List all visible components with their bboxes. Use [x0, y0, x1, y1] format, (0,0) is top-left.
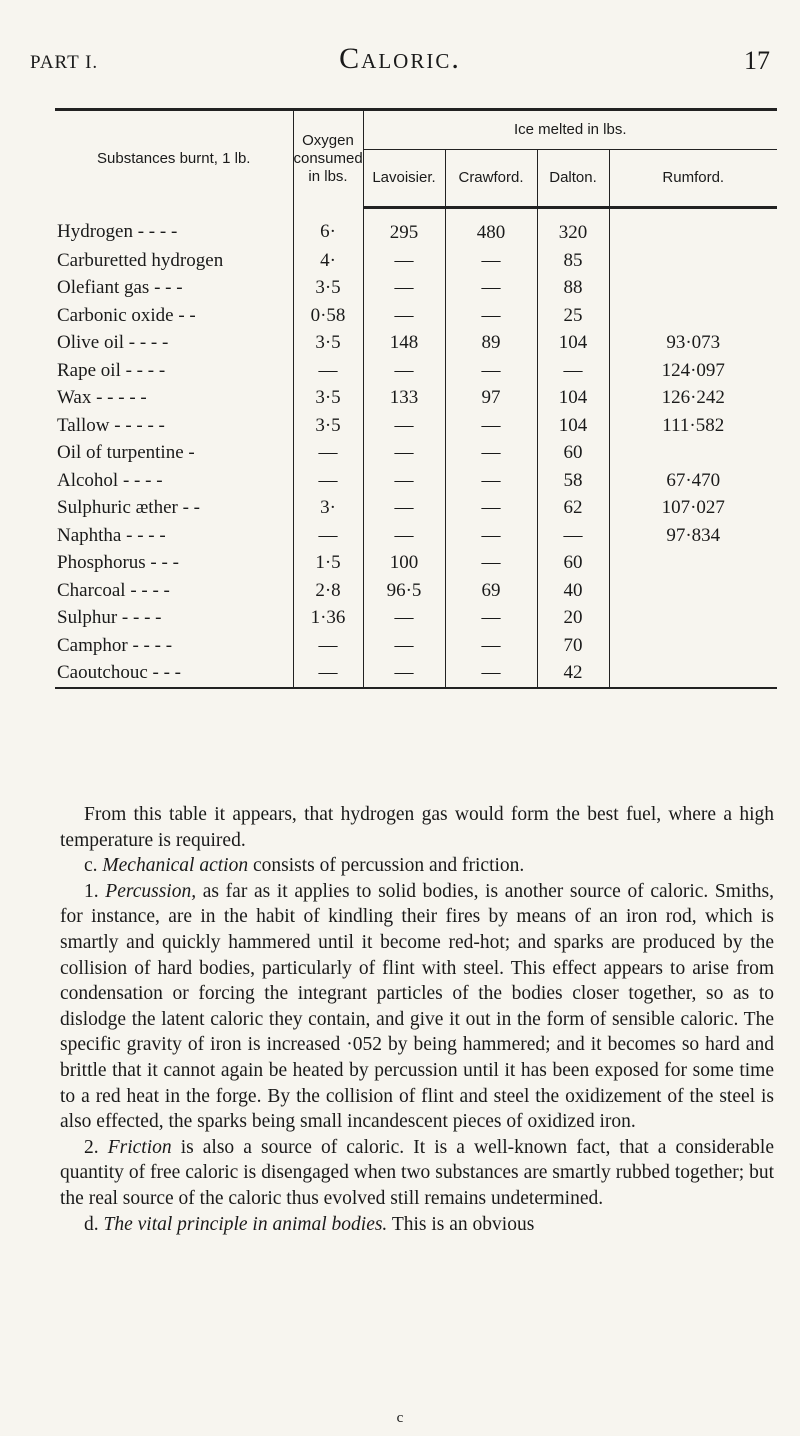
- header-ice-melted: Ice melted in lbs.: [363, 110, 777, 150]
- cell-name: Wax - - - - -: [55, 384, 293, 412]
- cell-crawford: —: [445, 302, 537, 330]
- cell-lavoisier: —: [363, 247, 445, 275]
- cell-oxygen: 6·: [293, 208, 363, 247]
- part-label: PART I.: [30, 52, 99, 73]
- cell-oxygen: —: [293, 467, 363, 495]
- cell-rumford: [609, 604, 777, 632]
- cell-name: Sulphuric æther - -: [55, 494, 293, 522]
- paragraph-vital-principle: d. The vital principle in animal bodies. This is an obvious: [84, 1213, 535, 1235]
- cell-name: Olive oil - - - -: [55, 329, 293, 357]
- caloric-table: [55, 108, 777, 689]
- cell-crawford: —: [445, 439, 537, 467]
- cell-rumford: [609, 632, 777, 660]
- cell-lavoisier: —: [363, 632, 445, 660]
- cell-crawford: —: [445, 247, 537, 275]
- cell-name: Olefiant gas - - -: [55, 274, 293, 302]
- table-row: [55, 494, 777, 522]
- cell-crawford: 480: [445, 208, 537, 247]
- cell-oxygen: 3·5: [293, 412, 363, 440]
- paragraph-percussion: 1. Percussion, as far as it applies to solid bodies, is another source of caloric. Smiths, for instance, are in the habit of kindling their fires by means of an iron rod, which is smartly and quickly hammered until it become red-hot; and sparks are produced by the collision of hard bodies, particularly of flint with steel. This effect appears to arise from condensation or forcing the integrant particles of the bodies closer together, so as to dislodge the latent caloric they contain, and give it out in the form of sensible caloric. The specific gravity of iron is increased ·052 by being hammered; and it becomes so hard and brittle that it cannot again be heated by percussion until it has been exposed for some time to a red heat in the forge. By the collision of flint and steel the oxidizement of the steel is also effected, the sparks being small incandescent pieces of oxidized iron.: [60, 880, 774, 1133]
- table-row: [55, 549, 777, 577]
- cell-name: Phosphorus - - -: [55, 549, 293, 577]
- table-body: [55, 208, 777, 688]
- cell-rumford: [609, 302, 777, 330]
- cell-dalton: 20: [537, 604, 609, 632]
- cell-rumford: 126·242: [661, 387, 725, 408]
- cell-lavoisier: —: [363, 302, 445, 330]
- cell-rumford: [609, 247, 777, 275]
- cell-dalton: —: [537, 357, 609, 385]
- cell-crawford: —: [445, 632, 537, 660]
- cell-lavoisier: —: [363, 604, 445, 632]
- cell-rumford: [609, 208, 777, 247]
- cell-lavoisier: 295: [363, 208, 445, 247]
- cell-dalton: 58: [537, 467, 609, 495]
- cell-dalton: 104: [537, 329, 609, 357]
- cell-name: Caoutchouc - - -: [55, 659, 293, 688]
- cell-crawford: —: [445, 357, 537, 385]
- cell-lavoisier: —: [363, 522, 445, 550]
- cell-name: Oil of turpentine -: [55, 439, 293, 467]
- cell-name: Carburetted hydrogen: [55, 247, 293, 275]
- header-rumford: Rumford.: [609, 150, 777, 208]
- cell-oxygen: 3·5: [293, 384, 363, 412]
- cell-oxygen: 3·: [293, 494, 363, 522]
- cell-rumford: 93·073: [666, 332, 721, 353]
- cell-lavoisier: 96·5: [363, 577, 445, 605]
- cell-lavoisier: —: [363, 412, 445, 440]
- table-row: [55, 329, 777, 357]
- cell-oxygen: —: [293, 439, 363, 467]
- cell-crawford: —: [445, 412, 537, 440]
- table-row: [55, 632, 777, 660]
- cell-crawford: 97: [445, 384, 537, 412]
- cell-lavoisier: 133: [363, 384, 445, 412]
- cell-oxygen: —: [293, 357, 363, 385]
- cell-name: Rape oil - - - -: [55, 357, 293, 385]
- header-crawford: Crawford.: [445, 150, 537, 208]
- cell-rumford: 111·582: [662, 414, 725, 436]
- table-row: [55, 467, 777, 495]
- cell-oxygen: —: [293, 522, 363, 550]
- cell-dalton: 60: [537, 549, 609, 577]
- cell-rumford: 124·097: [661, 359, 725, 381]
- cell-lavoisier: —: [363, 439, 445, 467]
- cell-oxygen: 1·5: [293, 549, 363, 577]
- body-text: [60, 802, 774, 1237]
- header-substances: Substances burnt, 1 lb.: [55, 110, 293, 208]
- cell-name: Hydrogen - - - -: [55, 208, 293, 247]
- signature-mark: c: [396, 1410, 404, 1426]
- cell-crawford: —: [445, 522, 537, 550]
- cell-lavoisier: —: [363, 274, 445, 302]
- cell-rumford: [609, 659, 777, 688]
- table-row: [55, 604, 777, 632]
- paragraph-friction: 2. Friction is also a source of caloric. It is a well-known fact, that a considerable quantity of free caloric is disengaged when two substances are smartly rubbed together; but the real source of the caloric thus evolved still remains undetermined.: [60, 1136, 774, 1209]
- cell-crawford: —: [445, 549, 537, 577]
- cell-oxygen: 2·8: [293, 577, 363, 605]
- table-row: [55, 412, 777, 440]
- table-row: [55, 208, 777, 247]
- cell-rumford: [609, 439, 777, 467]
- table-row: [55, 384, 777, 412]
- table-row: [55, 302, 777, 330]
- cell-oxygen: 1·36: [293, 604, 363, 632]
- table-row: [55, 439, 777, 467]
- cell-oxygen: 0·58: [293, 302, 363, 330]
- cell-rumford: [609, 577, 777, 605]
- cell-oxygen: 3·5: [293, 329, 363, 357]
- table-row: [55, 274, 777, 302]
- cell-dalton: 60: [537, 439, 609, 467]
- cell-rumford: [609, 274, 777, 302]
- cell-rumford: 97·834: [666, 524, 721, 546]
- cell-crawford: —: [445, 467, 537, 495]
- cell-dalton: 104: [537, 384, 609, 412]
- cell-oxygen: 3·5: [293, 274, 363, 302]
- cell-oxygen: 4·: [293, 247, 363, 275]
- cell-dalton: 42: [537, 659, 609, 688]
- paragraph-conclusion: From this table it appears, that hydrogen gas would form the best fuel, where a high temperature is required.: [60, 804, 774, 851]
- table-row: [55, 247, 777, 275]
- cell-rumford: 67·470: [666, 469, 721, 491]
- cell-rumford: 107·027: [661, 497, 725, 518]
- cell-oxygen: —: [293, 659, 363, 688]
- cell-dalton: —: [537, 522, 609, 550]
- header-dalton: Dalton.: [537, 150, 609, 208]
- cell-dalton: 62: [537, 494, 609, 522]
- table-row: [55, 577, 777, 605]
- table-row: [55, 357, 777, 385]
- table-row: [55, 522, 777, 550]
- cell-lavoisier: —: [363, 659, 445, 688]
- cell-dalton: 85: [537, 247, 609, 275]
- cell-name: Tallow - - - - -: [55, 412, 293, 440]
- cell-name: Naphtha - - - -: [55, 522, 293, 550]
- cell-name: Camphor - - - -: [55, 632, 293, 660]
- cell-dalton: 88: [537, 274, 609, 302]
- cell-crawford: —: [445, 494, 537, 522]
- header-oxygen: Oxygen consumed in lbs.: [293, 110, 363, 208]
- cell-lavoisier: —: [363, 467, 445, 495]
- cell-crawford: 89: [445, 329, 537, 357]
- cell-name: Sulphur - - - -: [55, 604, 293, 632]
- page-title: Caloric.: [339, 42, 461, 75]
- page-number: 17: [744, 46, 770, 75]
- table-row: [55, 659, 777, 688]
- cell-crawford: —: [445, 604, 537, 632]
- cell-rumford: [609, 549, 777, 577]
- cell-dalton: 70: [537, 632, 609, 660]
- cell-name: Carbonic oxide - -: [55, 302, 293, 330]
- cell-lavoisier: —: [363, 357, 445, 385]
- cell-name: Charcoal - - - -: [55, 577, 293, 605]
- cell-lavoisier: —: [363, 494, 445, 522]
- cell-lavoisier: 100: [363, 549, 445, 577]
- cell-dalton: 320: [537, 208, 609, 247]
- cell-dalton: 104: [537, 412, 609, 440]
- cell-crawford: —: [445, 274, 537, 302]
- cell-dalton: 40: [537, 577, 609, 605]
- cell-dalton: 25: [537, 302, 609, 330]
- cell-crawford: 69: [445, 577, 537, 605]
- page-header: [30, 42, 770, 82]
- cell-crawford: —: [445, 659, 537, 688]
- header-lavoisier: Lavoisier.: [363, 150, 445, 208]
- paragraph-mechanical-action: c. Mechanical action consists of percussion and friction.: [84, 855, 525, 877]
- cell-lavoisier: 148: [363, 329, 445, 357]
- cell-oxygen: —: [293, 632, 363, 660]
- cell-name: Alcohol - - - -: [55, 467, 293, 495]
